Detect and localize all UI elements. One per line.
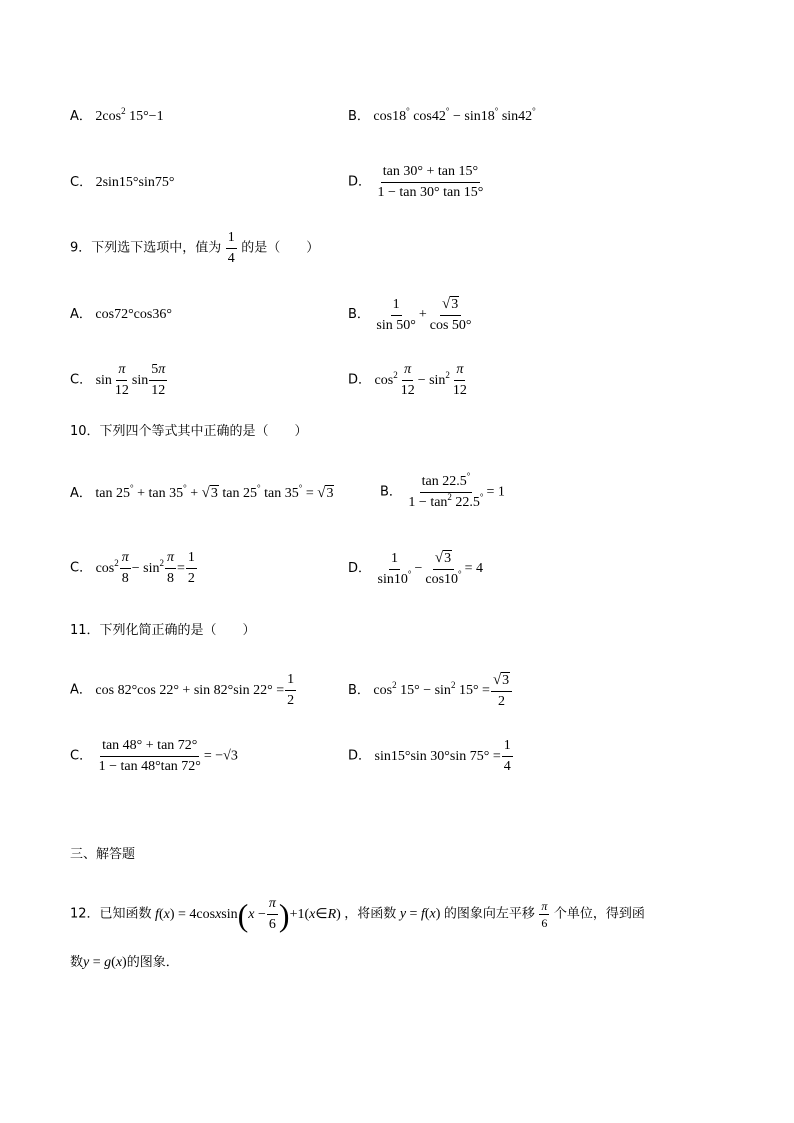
- fraction-denominator: 1 − tan 30° tan 15°: [377, 185, 484, 200]
- option-label: B．: [380, 484, 402, 500]
- fraction-numerator: 1: [226, 228, 237, 249]
- q12-text-4: 个单位，得到函: [553, 906, 645, 922]
- q8-option-a-expr: $2\cos^2$ 15°−1: [95, 106, 164, 124]
- equals-rhs: = 1: [486, 484, 505, 500]
- q8-option-c-expr: 2sin15°sin75°: [95, 175, 175, 190]
- q9-stem: [70, 228, 319, 269]
- q9-stem-text: 9．下列选下选项中，值为: [70, 240, 222, 256]
- q9-stem-fraction: [226, 228, 237, 269]
- q10-option-b-fraction: [406, 472, 485, 513]
- q11-option-a: [70, 670, 297, 711]
- q8-option-d-fraction: [376, 162, 486, 203]
- q9-option-c: [70, 360, 168, 401]
- q12-function-def: f(x) = 4cosxsin(x − $\frac{\pi}{6}$ )+1(x∈R): [155, 896, 345, 933]
- q9-option-c-expr: sin $\frac{\pi}{12}$ sin $\frac{5\pi}{12}$: [95, 362, 166, 398]
- q11-option-b-expr: $\cos^2 15^\circ - \sin^2 15^\circ$ = $\frac{√3}{2}$: [373, 683, 513, 698]
- fraction-numerator: tan 22.5°: [420, 472, 473, 493]
- fraction-numerator: √3: [440, 294, 461, 316]
- option-label: C．: [70, 560, 93, 576]
- q11-stem: 11．下列化简正确的是（ ）: [70, 623, 256, 638]
- q12-text-1: 12．已知函数: [70, 906, 152, 922]
- q12-text-3: 的图象向左平移: [443, 906, 535, 922]
- q10-option-c: [70, 548, 198, 589]
- option-label: A．: [70, 109, 92, 124]
- q12-text-6: 的图象．: [126, 955, 179, 970]
- q9-stem-text-end: 的是（ ）: [241, 240, 320, 256]
- fraction-denominator: $1 - \tan^2 22.5^\circ$: [408, 492, 484, 510]
- q10-option-b: [380, 472, 505, 513]
- q9-option-b-fraction-1: [374, 295, 417, 336]
- option-label: B．: [348, 307, 370, 322]
- q10-option-a-expr: tan 25° + tan 35° + √3 tan 25° tan 35° = √3: [95, 483, 334, 501]
- q10-option-a: [70, 484, 334, 503]
- q11-option-c-fraction: [97, 736, 203, 777]
- option-label: C．: [70, 748, 93, 764]
- q11-option-a-expr: cos 82°cos 22° + sin 82°sin 22° = $\frac{1}{2}$: [95, 672, 295, 708]
- fraction-denominator: cos 50°: [429, 318, 472, 333]
- q11-option-c: [70, 736, 238, 777]
- plus-sign: +: [418, 307, 427, 322]
- q8-option-b-expr: cos18° cos42° − sin18° sin42°: [373, 106, 536, 124]
- fraction-numerator: tan 48° + tan 72°: [100, 736, 199, 757]
- option-label: A．: [70, 486, 92, 501]
- q9-option-d: [348, 360, 470, 401]
- fraction-numerator: 1: [391, 295, 402, 316]
- option-label: B．: [348, 683, 370, 698]
- q12-text-5: 数: [70, 955, 84, 970]
- q8-option-b: [348, 108, 536, 126]
- q8-option-d: [348, 162, 486, 203]
- q12-line-2: [70, 954, 179, 972]
- q8-option-a: [70, 108, 164, 126]
- option-label: A．: [70, 307, 92, 322]
- q9-option-b-fraction-2: [428, 294, 474, 336]
- option-label: D．: [348, 174, 372, 190]
- q12-y-eq-f: y = f(x): [399, 906, 441, 922]
- section-heading: 三、解答题: [70, 847, 136, 862]
- q10-option-c-expr: $\cos^2$ $\frac{\pi}{8}$ − $\sin^2$ $\frac{\pi}{8}$ = $\frac{1}{2}$: [95, 550, 195, 586]
- equals-rhs: = −√3: [203, 748, 238, 764]
- q12-y-eq-g: y = g(x): [83, 955, 127, 970]
- option-label: D．: [348, 748, 372, 764]
- option-label: D．: [348, 561, 372, 576]
- q11-option-d: [348, 736, 514, 777]
- option-label: B．: [348, 109, 370, 124]
- option-label: D．: [348, 372, 372, 388]
- q10-stem: 10．下列四个等式其中正确的是（ ）: [70, 424, 308, 439]
- q8-option-c: [70, 174, 174, 192]
- fraction-denominator: 4: [227, 251, 235, 266]
- q12-text-2: ，将函数: [344, 906, 397, 922]
- q11-option-b: [348, 670, 513, 712]
- fraction-denominator: sin 50°: [376, 317, 416, 333]
- q11-option-d-expr: sin15°sin 30°sin 75° = $\frac{1}{4}$: [374, 738, 511, 774]
- q12-line-1: [70, 894, 645, 935]
- fraction-numerator: tan 30° + tan 15°: [381, 162, 480, 183]
- option-label: A．: [70, 682, 92, 698]
- option-label: C．: [70, 175, 93, 190]
- q9-option-a: [70, 306, 172, 324]
- q9-option-b: [348, 294, 475, 336]
- q10-option-d-expr: $\frac{1}{\sin 10^\circ}$ − $\frac{√3}{\cos 10^\circ}$ = 4: [377, 550, 484, 587]
- q9-option-a-expr: cos72°cos36°: [95, 307, 172, 322]
- q10-option-d: [348, 548, 483, 590]
- q12-shift-fraction: $\frac{\pi}{6}$: [541, 899, 548, 930]
- option-label: C．: [70, 372, 93, 388]
- q9-option-d-expr: $\cos^2$ $\frac{\pi}{12}$ − $\sin^2$ $\frac{\pi}{12}$: [374, 362, 467, 398]
- fraction-denominator: 1 − tan 48°tan 72°: [98, 759, 201, 774]
